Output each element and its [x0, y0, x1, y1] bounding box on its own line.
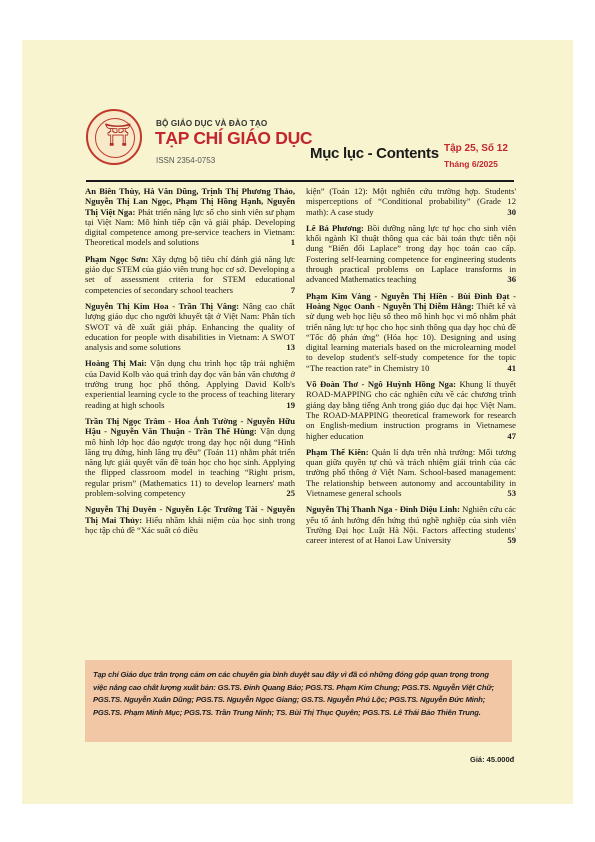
entry-page-number: 13: [286, 342, 295, 353]
entry-authors: Hoàng Thị Mai:: [85, 358, 147, 369]
entry-authors: Phạm Ngọc Sơn:: [85, 253, 149, 264]
journal-header: [78, 104, 518, 182]
entry-authors: Phạm Thế Kiên:: [306, 446, 369, 457]
entry-authors: Võ Đoàn Thơ - Ngô Huỳnh Hồng Nga:: [306, 379, 457, 390]
entry-page-number: 30: [507, 206, 516, 217]
contents-entry[interactable]: [85, 186, 295, 248]
entry-title: Quản lí dựa trên nhà trường: Mối tương quan giữa quyền tự chủ và trách nhiệm giải trình của các trường phổ thông ở Việt Nam. School-based management: The relationship between autonomy and accountability in Vietnamese general schools: [306, 446, 516, 499]
entry-title: Nghiên cứu các yếu tố ảnh hưởng đến hứng thú nghề nghiệp của sinh viên Trường Đại học Luật Hà Nội. Factors affecting students' career interest of at Hanoi Law University: [306, 504, 516, 546]
entry-title: Xây dựng bộ tiêu chí đánh giá năng lực giáo dục STEM của giáo viên trung học cơ sở. Developing a set of assessment criteria for STEM educational competencies of secondary school teachers: [85, 253, 295, 295]
entry-title: Nâng cao chất lượng giáo dục cho người khuyết tật ở Việt Nam: Phân tích SWOT và đề xuất giải pháp. Enhancing the quality of education for people with disabilities in Vietnam: A SWOT analysis and some solutions: [85, 300, 295, 353]
entry-page-number: 1: [290, 237, 295, 248]
contents-entry[interactable]: [85, 301, 295, 352]
contents-left-column: [85, 186, 295, 541]
entry-authors: Lê Bá Phương:: [306, 222, 364, 233]
journal-seal-icon: ⛩: [86, 109, 142, 165]
entry-authors: Nguyễn Thị Duyên - Nguyễn Lộc Trường Tài - Nguyễn Thị Mai Thủy:: [85, 504, 295, 525]
contents-entry[interactable]: [306, 223, 516, 285]
entry-authors: Nguyễn Thị Thanh Nga - Đinh Diệu Linh:: [306, 504, 460, 515]
acknowledgement-text: Tạp chí Giáo dục trân trọng cảm ơn các chuyên gia bình duyệt sau đây vì đã có những đóng góp quan trọng trong việc nâng cao chất lượng xuất bản: GS.TS. Đinh Quang Báo; PGS.TS. Phạm Kim Chung; PGS.TS. Nguyễn Việt Chữ; PGS.TS. Nguyễn Xuân Dũng; PGS.TS. Nguyễn Ngọc Giang; GS.TS. Nguyễn Phú Lộc; PGS.TS. Nguyễn Đức Minh; PGS.TS. Phạm Minh Mục; PGS.TS. Trần Trung Ninh; TS. Bùi Thị Thục Quyên; PGS.TS. Lê Thái Bảo Thiên Trung.: [93, 670, 495, 717]
entry-title: Bồi dưỡng năng lực tự học cho sinh viên khối ngành Kĩ thuật thông qua các bài toán thực tiễn nội dung “Biến đổi Laplace” trong dạy học toán cao cấp. Fostering self-learning competence for engineering students through practical problems on Laplace transforms in advanced Mathematics teaching: [306, 222, 516, 285]
entry-page-number: 36: [507, 274, 516, 285]
entry-page-number: 47: [507, 430, 516, 441]
entry-page-number: 53: [507, 488, 516, 499]
entry-page-number: 59: [507, 535, 516, 546]
entry-title: kiện” (Toán 12): Một nghiên cứu trường hợp. Students' misperceptions of “Conditional probability” (Grade 12 math): A case study: [306, 186, 516, 217]
entry-title: Phát triển năng lực số cho sinh viên sư phạm tại Việt Nam: Mô hình tiếp cận và giải pháp. Developing digital competence among pre-service teachers in Vietnam: Theoretical models and solutions: [85, 206, 295, 248]
contents-entry[interactable]: [85, 504, 295, 535]
entry-authors: Trần Thị Ngọc Trâm - Hoa Ánh Tường - Nguyễn Hữu Hậu - Nguyễn Văn Thuận - Trần Thế Hùng:: [85, 415, 295, 437]
contents-entry[interactable]: [306, 504, 516, 545]
volume-issue: Tập 25, Số 12: [444, 143, 508, 154]
entry-title: Vận dụng chu trình học tập trải nghiệm của David Kolb vào quá trình dạy đọc văn bản văn chương ở trường trung học phổ thông. Applying David Kolb's experiential learning cycle to the process of teaching literary reading at high schools: [85, 358, 295, 410]
issue-month: Tháng 6/2025: [444, 159, 498, 169]
entry-authors: An Biên Thùy, Hà Văn Dũng, Trịnh Thị Phương Thảo, Nguyễn Thị Lan Ngọc, Phạm Thị Hồng Hạnh, Nguyễn Thị Việt Nga:: [85, 186, 295, 217]
entry-authors: Phạm Kim Vàng - Nguyễn Thị Hiền - Bùi Đình Đạt - Hoàng Ngọc Oanh - Nguyễn Thị Diễm Hằng:: [306, 290, 516, 311]
entry-page-number: 41: [507, 362, 516, 373]
contents-entry[interactable]: [306, 379, 516, 441]
publisher-name: BỘ GIÁO DỤC VÀ ĐÀO TẠO: [156, 119, 268, 128]
entry-title: Thiết kế và sử dụng web học liệu số theo mô hình học vi mô nhằm phát triển năng lực tự học cho học sinh thông qua dạy học chủ đề “Tốc độ phản ứng” (Hóa học 10). Designing and using digital learning materials based on the microlearning model to develop student's self-study competence for the topic “The reaction rate” in Chemistry 10: [306, 300, 516, 373]
entry-page-number: 19: [286, 399, 295, 410]
contents-entry[interactable]: [306, 447, 516, 498]
contents-entry[interactable]: [85, 254, 295, 295]
entry-title: Khung lí thuyết ROAD-MAPPING cho các nghiên cứu về các chương trình giảng dạy bằng tiếng Anh trong giáo dục đại học Việt Nam. The ROAD-MAPPING theoretical framework for research on English-medium instruction programs in Vietnamese higher education: [306, 379, 517, 441]
entry-authors: Nguyễn Thị Kim Hoa - Trần Thị Vâng:: [85, 300, 240, 311]
journal-title: TẠP CHÍ GIÁO DỤC: [155, 128, 313, 148]
entry-page-number: 7: [290, 284, 295, 295]
entry-title: Hiểu nhầm khái niệm của học sinh trong học tập chủ đề “Xác suất có điều: [85, 514, 295, 535]
contents-entry[interactable]: [85, 416, 295, 498]
issn: ISSN 2354-0753: [156, 156, 216, 165]
contents-title: Mục lục - Contents: [310, 145, 439, 162]
contents-entry[interactable]: [306, 291, 516, 373]
contents-entry[interactable]: [85, 358, 295, 409]
entry-page-number: 25: [286, 488, 295, 499]
contents-entry[interactable]: [306, 186, 516, 217]
contents-right-column: [306, 186, 516, 552]
entry-title: Vận dụng mô hình lớp học đảo ngược trong dạy học nội dung “Hình lăng trụ đứng, hình lăng trụ đều” (Toán 11) nhằm phát triển năng lực giải quyết vấn đề toán học cho học sinh. Applying the flipped classroom model in teaching “Right prism, regular prism” (Mathematics 11) to develop learners' math problem-solving competency: [85, 426, 296, 499]
price-label: Giá: 45.000đ: [470, 755, 515, 764]
acknowledgement-box: [85, 660, 512, 742]
header-rule: [86, 180, 514, 182]
